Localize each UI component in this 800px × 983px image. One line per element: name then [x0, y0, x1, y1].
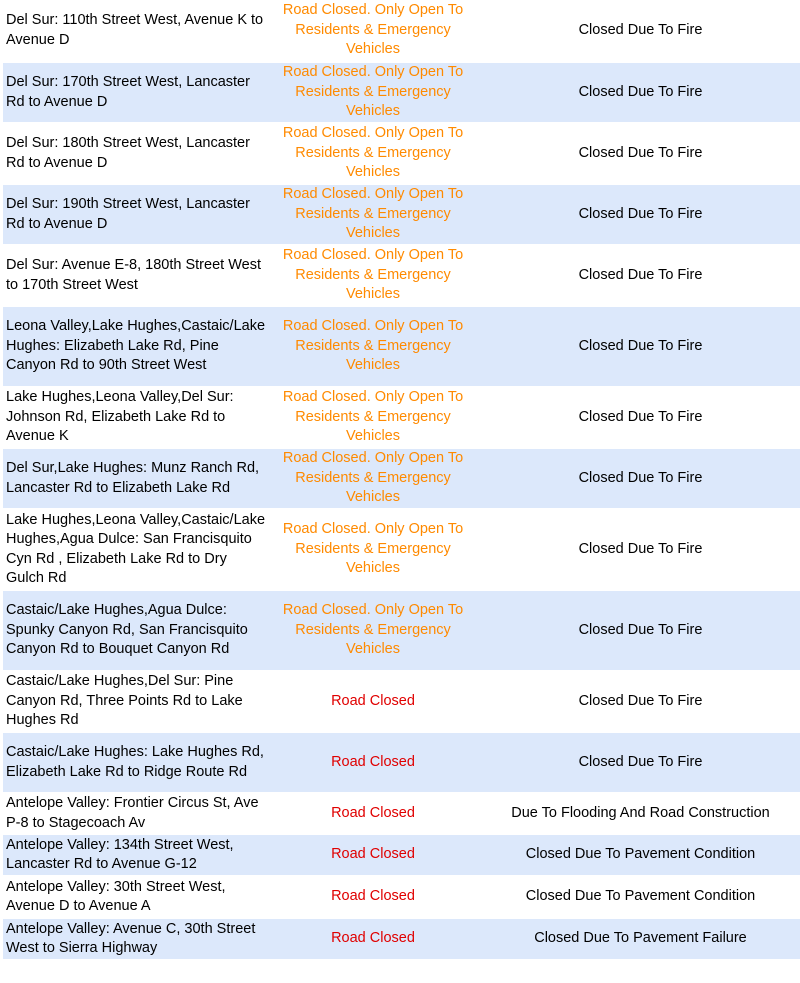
closure-status: Road Closed. Only Open To Residents & Emergency Vehicles — [268, 307, 478, 386]
closure-location: Del Sur: Avenue E-8, 180th Street West to 170th Street West — [3, 246, 268, 305]
table-row — [3, 0, 800, 61]
closure-location: Antelope Valley: 134th Street West, Lancaster Rd to Avenue G-12 — [3, 835, 268, 875]
closure-status: Road Closed. Only Open To Residents & Emergency Vehicles — [268, 388, 478, 447]
road-closures-table — [3, 0, 800, 961]
closure-reason: Closed Due To Fire — [478, 510, 800, 589]
closure-status: Road Closed. Only Open To Residents & Emergency Vehicles — [268, 591, 478, 670]
table-row — [3, 794, 800, 833]
closure-location: Antelope Valley: Avenue C, 30th Street West to Sierra Highway — [3, 919, 268, 959]
closure-reason: Closed Due To Pavement Condition — [478, 835, 800, 875]
table-row — [3, 733, 800, 792]
closure-reason: Closed Due To Pavement Failure — [478, 919, 800, 959]
closure-reason: Closed Due To Fire — [478, 124, 800, 183]
closure-reason: Closed Due To Fire — [478, 63, 800, 122]
closure-location: Del Sur,Lake Hughes: Munz Ranch Rd, Lancaster Rd to Elizabeth Lake Rd — [3, 449, 268, 508]
closure-reason: Closed Due To Fire — [478, 591, 800, 670]
closure-reason: Closed Due To Fire — [478, 449, 800, 508]
closure-status: Road Closed — [268, 672, 478, 731]
closure-location: Del Sur: 170th Street West, Lancaster Rd to Avenue D — [3, 63, 268, 122]
table-row — [3, 449, 800, 508]
table-row — [3, 919, 800, 959]
closure-location: Castaic/Lake Hughes,Agua Dulce: Spunky Canyon Rd, San Francisquito Canyon Rd to Bouquet Canyon Rd — [3, 591, 268, 670]
closure-location: Lake Hughes,Leona Valley,Castaic/Lake Hughes,Agua Dulce: San Francisquito Cyn Rd , Elizabeth Lake Rd to Dry Gulch Rd — [3, 510, 268, 589]
closure-location: Lake Hughes,Leona Valley,Del Sur: Johnson Rd, Elizabeth Lake Rd to Avenue K — [3, 388, 268, 447]
closure-location: Antelope Valley: 30th Street West, Avenue D to Avenue A — [3, 877, 268, 917]
closure-location: Castaic/Lake Hughes,Del Sur: Pine Canyon Rd, Three Points Rd to Lake Hughes Rd — [3, 672, 268, 731]
closure-location: Del Sur: 190th Street West, Lancaster Rd to Avenue D — [3, 185, 268, 244]
closure-status: Road Closed — [268, 835, 478, 875]
road-closures-body — [3, 0, 800, 959]
closure-reason: Closed Due To Fire — [478, 185, 800, 244]
table-row — [3, 185, 800, 244]
closure-reason: Closed Due To Fire — [478, 733, 800, 792]
table-row — [3, 63, 800, 122]
closure-location: Leona Valley,Lake Hughes,Castaic/Lake Hughes: Elizabeth Lake Rd, Pine Canyon Rd to 90th Street West — [3, 307, 268, 386]
closure-location: Del Sur: 110th Street West, Avenue K to Avenue D — [3, 0, 268, 61]
closure-status: Road Closed. Only Open To Residents & Emergency Vehicles — [268, 246, 478, 305]
table-row — [3, 388, 800, 447]
closure-reason: Closed Due To Fire — [478, 307, 800, 386]
table-row — [3, 591, 800, 670]
closure-reason: Closed Due To Fire — [478, 388, 800, 447]
closure-status: Road Closed. Only Open To Residents & Emergency Vehicles — [268, 124, 478, 183]
closure-reason: Closed Due To Fire — [478, 672, 800, 731]
table-row — [3, 510, 800, 589]
closure-location: Castaic/Lake Hughes: Lake Hughes Rd, Elizabeth Lake Rd to Ridge Route Rd — [3, 733, 268, 792]
table-row — [3, 246, 800, 305]
closure-status: Road Closed. Only Open To Residents & Emergency Vehicles — [268, 510, 478, 589]
closure-status: Road Closed — [268, 919, 478, 959]
table-row — [3, 835, 800, 875]
closure-status: Road Closed. Only Open To Residents & Emergency Vehicles — [268, 0, 478, 61]
closure-status: Road Closed — [268, 794, 478, 833]
closure-location: Antelope Valley: Frontier Circus St, Ave P-8 to Stagecoach Av — [3, 794, 268, 833]
table-row — [3, 877, 800, 917]
closure-status: Road Closed — [268, 877, 478, 917]
closure-reason: Closed Due To Pavement Condition — [478, 877, 800, 917]
closure-status: Road Closed. Only Open To Residents & Emergency Vehicles — [268, 63, 478, 122]
table-row — [3, 124, 800, 183]
table-row — [3, 672, 800, 731]
table-row — [3, 307, 800, 386]
closure-reason: Closed Due To Fire — [478, 246, 800, 305]
closure-reason: Due To Flooding And Road Construction — [478, 794, 800, 833]
closure-status: Road Closed — [268, 733, 478, 792]
closure-status: Road Closed. Only Open To Residents & Emergency Vehicles — [268, 449, 478, 508]
closure-reason: Closed Due To Fire — [478, 0, 800, 61]
closure-status: Road Closed. Only Open To Residents & Emergency Vehicles — [268, 185, 478, 244]
closure-location: Del Sur: 180th Street West, Lancaster Rd to Avenue D — [3, 124, 268, 183]
